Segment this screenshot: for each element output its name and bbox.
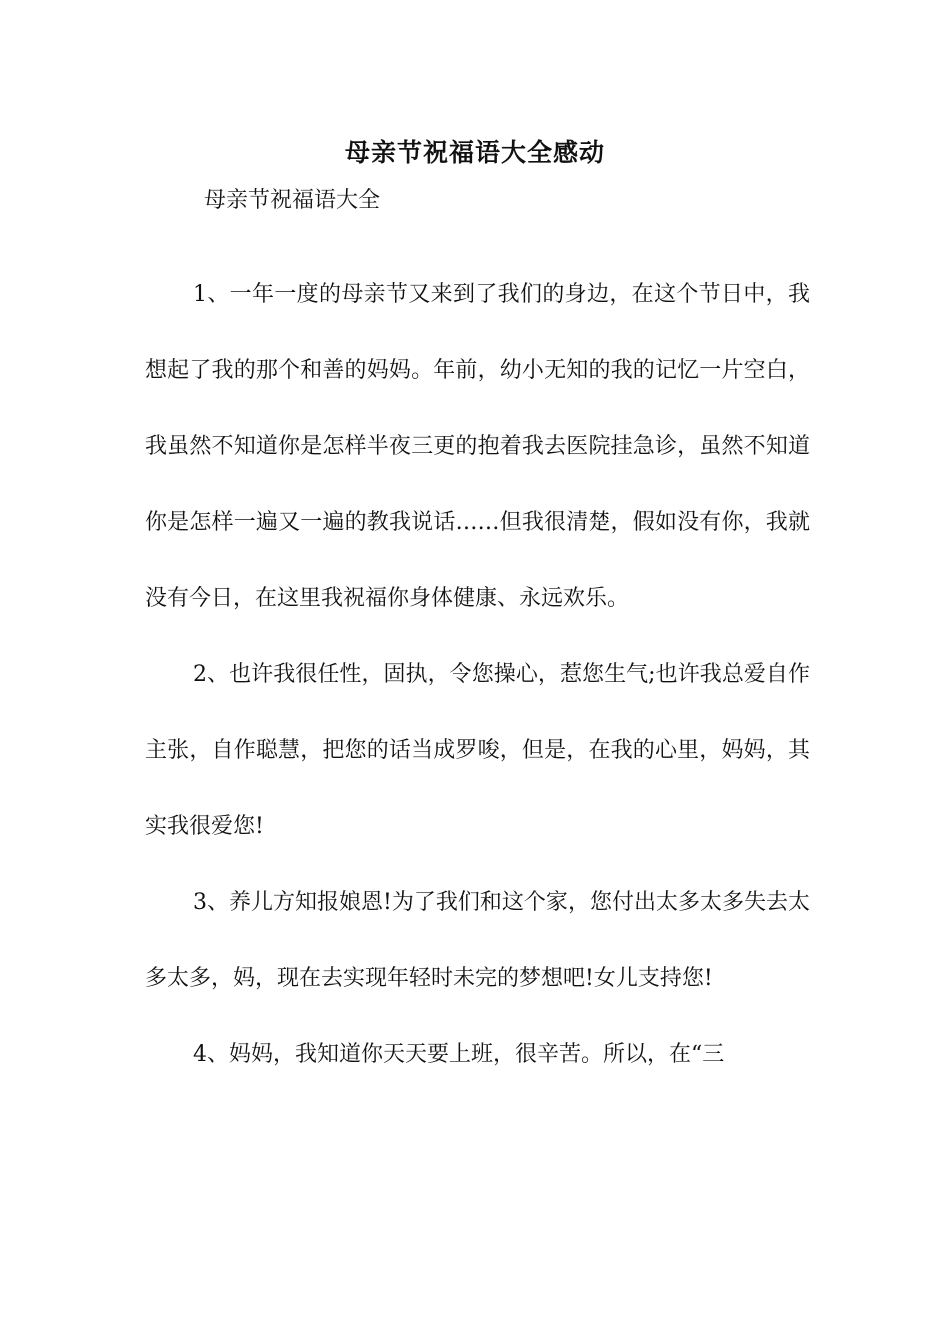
paragraph-3: 3、养儿方知报娘恩!为了我们和这个家，您付出太多太多失去太多太多，妈，现在去实现年轻时未完的梦想吧!女儿支持您! (145, 890, 810, 991)
paragraph-4: 4、妈妈，我知道你天天要上班，很辛苦。所以，在“三 (193, 1042, 725, 1067)
document-title: 母亲节祝福语大全感动 (344, 138, 605, 167)
paragraph-1: 1、一年一度的母亲节又来到了我们的身边，在这个节日中，我想起了我的那个和善的妈妈。年前，幼小无知的我的记忆一片空白，我虽然不知道你是怎样半夜三更的抱着我去医院挂急诊，虽然不知道你是怎样一遍又一遍的教我说话……但我很清楚，假如没有你，我就没有今日，在这里我祝福你身体健康、永远欢乐。 (145, 282, 810, 611)
paragraph-2: 2、也许我很任性，固执，令您操心，惹您生气;也许我总爱自作主张，自作聪慧，把您的话当成罗唆，但是，在我的心里，妈妈，其实我很爱您! (145, 662, 810, 839)
document-subtitle: 母亲节祝福语大全 (204, 188, 381, 213)
document-body (145, 257, 810, 1093)
